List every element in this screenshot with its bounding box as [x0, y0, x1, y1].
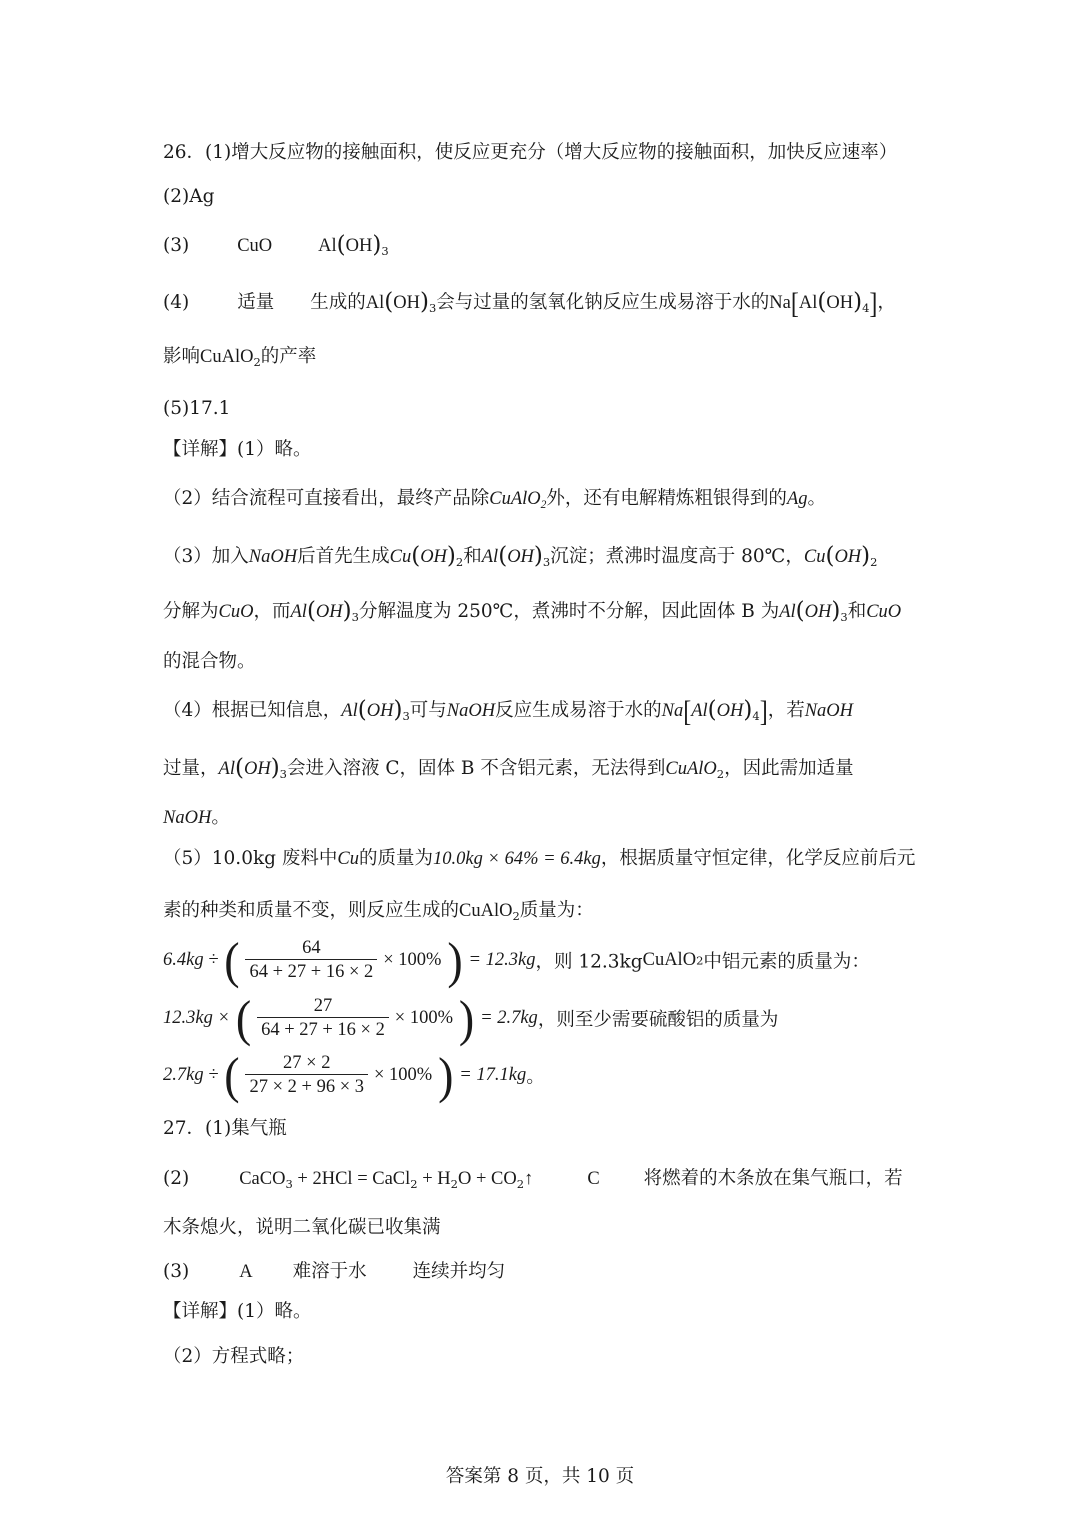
q26-answer-1: 26．(1)增大反应物的接触面积，使反应更充分（增大反应物的接触面积，加快反应速率）: [163, 142, 898, 163]
q27-answer-1: 27．(1)集气瓶: [163, 1118, 287, 1139]
q26-detail-5-cont: 素的种类和质量不变，则反应生成的CuAlO$_2$质量为：: [163, 900, 594, 923]
q26-answer-2: (2)Ag: [163, 186, 215, 207]
q27-answer-3: (3) A 难溶于水 连续并均匀: [163, 1261, 506, 1282]
q26-answer-4: (4) 适量 生成的$Al(OH)_3$会与过量的氢氧化钠反应生成易溶于水的$Na[Al(OH)_4]$，: [163, 287, 896, 321]
q27-detail-2: （2）方程式略；: [163, 1346, 305, 1367]
q26-detail-5: （5）10.0kg 废料中Cu的质量为10.0kg × 64% = 6.4kg，根据质量守恒定律，化学反应前后元: [163, 848, 916, 869]
formula-1: 6.4kg ÷ ( $\frac{64}{64 + 27 + 16 \times 2}$ × 100% ) = 12.3kg，则 12.3kgCuAlO2中铝元素的质量为：: [163, 931, 870, 988]
fraction-1: $\frac{64}{64 + 27 + 16 \times 2}$: [245, 937, 377, 984]
q26-detail-2: （2）结合流程可直接看出，最终产品除CuAlO$_2$外，还有电解精炼粗银得到的Ag。: [163, 488, 827, 511]
fraction-3: $\frac{27 \times 2}{27 \times 2 + 96 \times 3}$: [245, 1052, 368, 1099]
q26-answer-4-cont: 影响CuAlO$_2$的产率: [163, 346, 317, 369]
q27-detail-1: 【详解】(1）略。: [163, 1301, 312, 1322]
q26-answer-3: (3) CuO $Al(OH)_3$: [163, 232, 389, 258]
page-footer: 答案第 8 页，共 10 页: [445, 1466, 635, 1487]
q26-detail-1: 【详解】(1）略。: [163, 439, 312, 460]
q26-detail-3: （3）加入NaOH后首先生成$Cu(OH)_2$和$Al(OH)_3$沉淀；煮沸时温度高于 80℃，$Cu(OH)_2$: [163, 543, 878, 569]
q26-detail-3-cont: 分解为CuO，而$Al(OH)_3$分解温度为 250℃，煮沸时不分解，因此固体 B 为$Al(OH)_3$和CuO: [163, 598, 902, 624]
q27-answer-2: (2) CaCO$_3$ + 2HCl = CaCl$_2$ + $H_2O$ + $CO_2↑$ C 将燃着的木条放在集气瓶口，若: [163, 1168, 903, 1191]
q26-detail-4-cont: 过量，$Al(OH)_3$会进入溶液 C，固体 B 不含铝元素，无法得到CuAlO$_2$，因此需加适量: [163, 755, 854, 781]
q27-answer-2-cont: 木条熄火，说明二氧化碳已收集满: [163, 1217, 441, 1238]
formula-3: 2.7kg ÷ ( $\frac{27 \times 2}{27 \times 2 + 96 \times 3}$ × 100% ) = 17.1kg。: [163, 1046, 545, 1103]
q26-detail-3-end: 的混合物。: [163, 651, 256, 672]
fraction-2: $\frac{27}{64 + 27 + 16 \times 2}$: [257, 995, 389, 1042]
q26-answer-5: (5)17.1: [163, 398, 231, 419]
q26-detail-4: （4）根据已知信息，$Al(OH)_3$可与NaOH反应生成易溶于水的$Na[Al(OH)_4]$，若NaOH: [163, 695, 854, 729]
formula-2: 12.3kg × ( $\frac{27}{64 + 27 + 16 \times 2}$ × 100% ) = 2.7kg，则至少需要硫酸铝的质量为: [163, 989, 779, 1046]
q26-detail-4-end: NaOH。: [163, 807, 230, 828]
